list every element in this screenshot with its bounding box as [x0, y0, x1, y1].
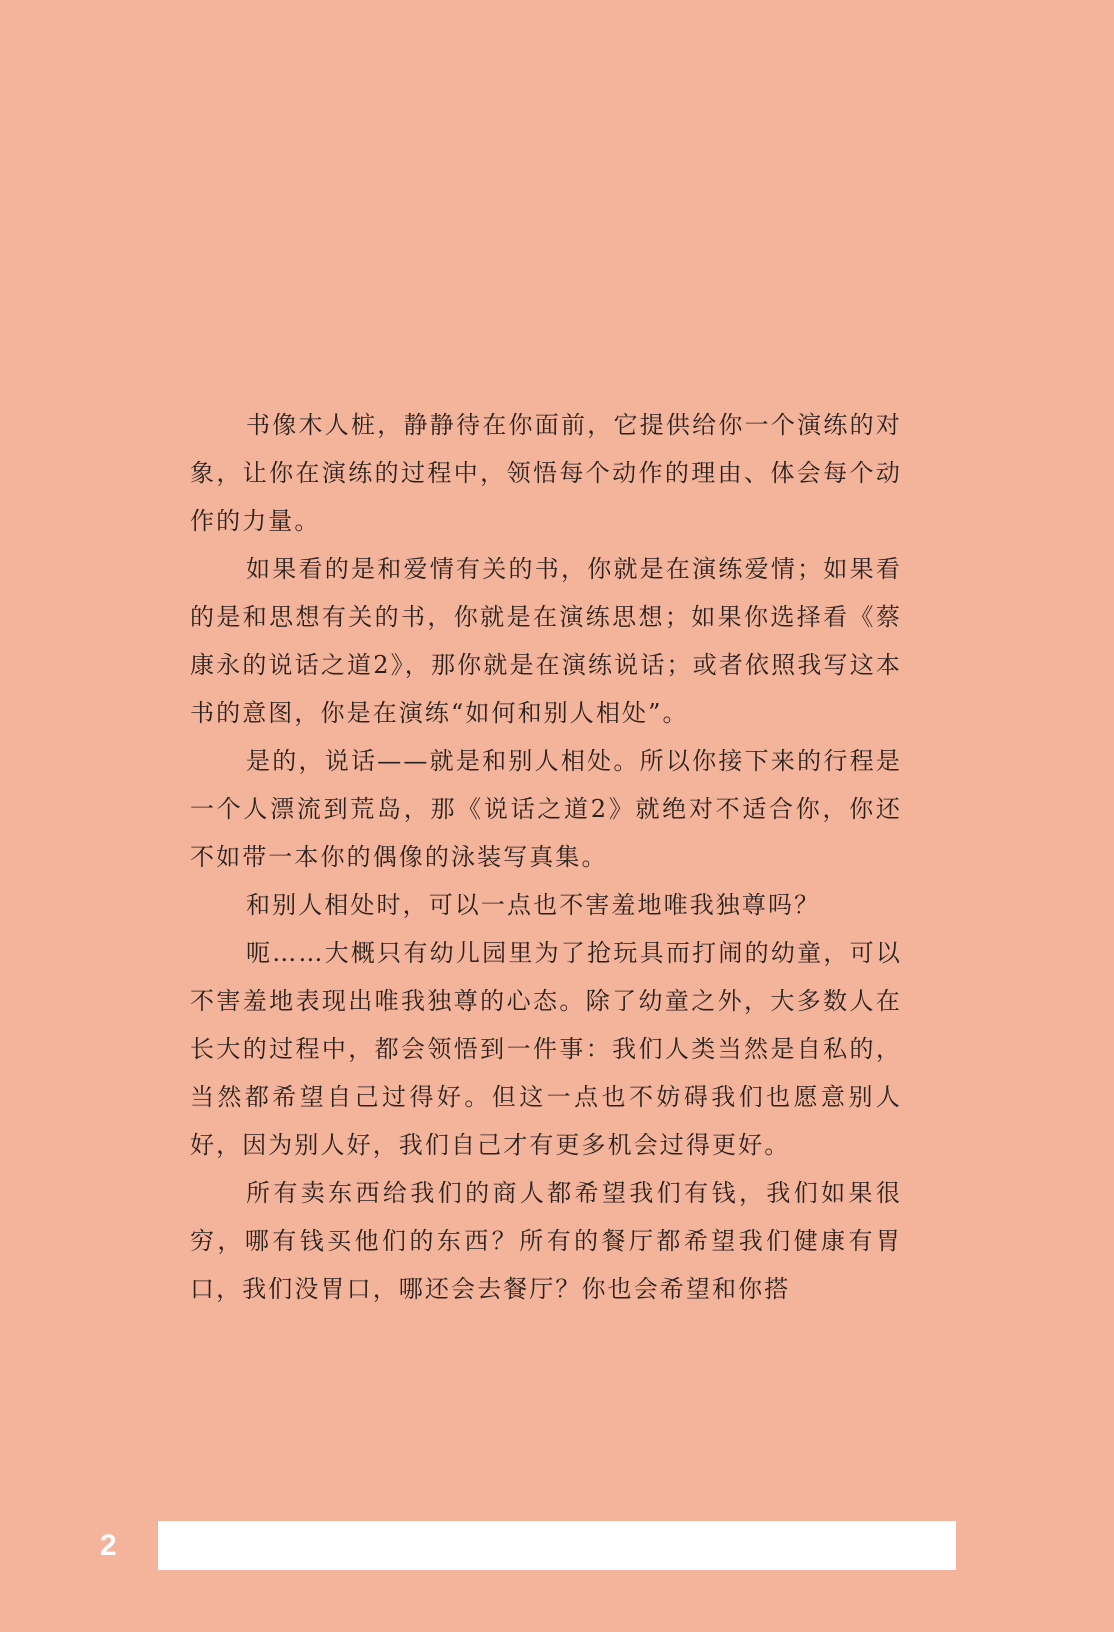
paragraph: 呃……大概只有幼儿园里为了抢玩具而打闹的幼童，可以不害羞地表现出唯我独尊的心态。除了幼童之外，大多数人在长大的过程中，都会领悟到一件事：我们人类当然是自私的，当然都希望自己过得好。但这一点也不妨碍我们也愿意别人好，因为别人好，我们自己才有更多机会过得更好。: [190, 939, 902, 1159]
paragraph: 如果看的是和爱情有关的书，你就是在演练爱情；如果看的是和思想有关的书，你就是在演练思想；如果你选择看《蔡康永的说话之道2》，那你就是在演练说话；或者依照我写这本书的意图，你是在演练“如何和别人相处”。: [190, 555, 902, 727]
footer-bar: [158, 1521, 956, 1570]
page-number: 2: [100, 1529, 117, 1562]
paragraph: 书像木人桩，静静待在你面前，它提供给你一个演练的对象，让你在演练的过程中，领悟每个动作的理由、体会每个动作的力量。: [190, 411, 902, 535]
body-text: [190, 401, 902, 1313]
paragraph: 和别人相处时，可以一点也不害羞地唯我独尊吗？: [246, 891, 821, 919]
paragraph: 是的，说话——就是和别人相处。所以你接下来的行程是一个人漂流到荒岛，那《说话之道2》就绝对不适合你，你还不如带一本你的偶像的泳装写真集。: [190, 747, 902, 871]
paragraph: 所有卖东西给我们的商人都希望我们有钱，我们如果很穷，哪有钱买他们的东西？所有的餐厅都希望我们健康有胃口，我们没胃口，哪还会去餐厅？你也会希望和你搭: [190, 1179, 902, 1303]
